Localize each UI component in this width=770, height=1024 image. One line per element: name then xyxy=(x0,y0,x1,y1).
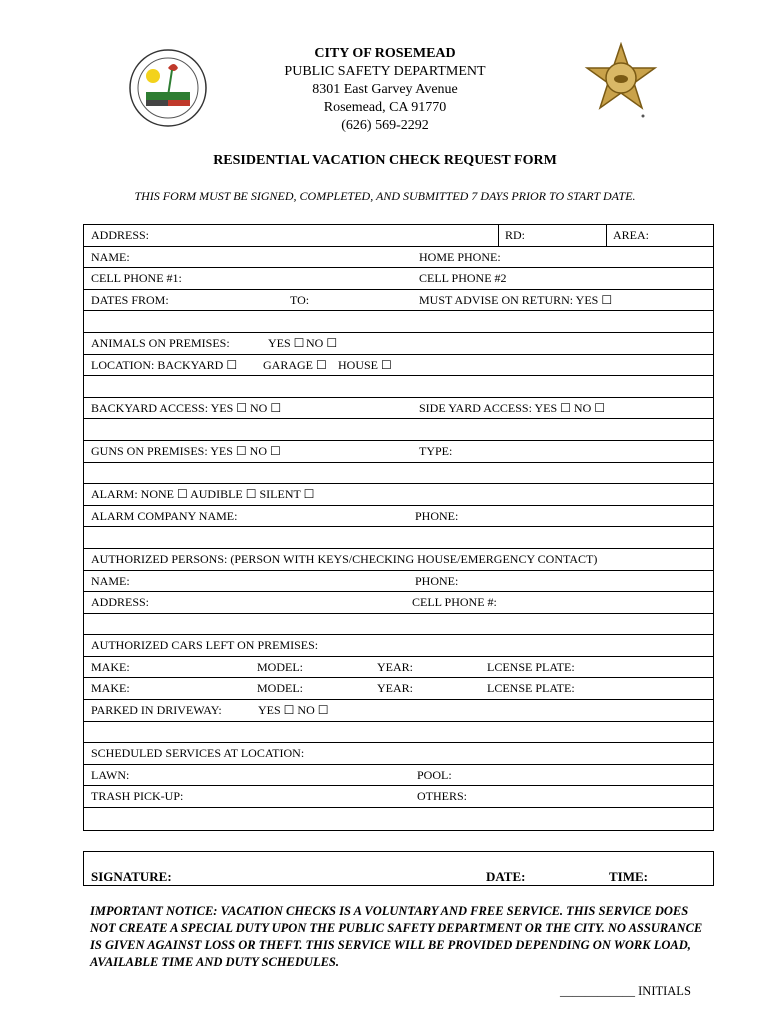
cell-phone-2-label[interactable]: CELL PHONE #2 xyxy=(419,271,507,286)
car1-model-label[interactable]: MODEL: xyxy=(257,659,303,674)
form-row-animals xyxy=(84,333,713,355)
others-label[interactable]: OTHERS: xyxy=(417,789,468,804)
car2-plate-label[interactable]: LCENSE PLATE: xyxy=(487,681,575,696)
dates-from-label[interactable]: DATES FROM: xyxy=(91,292,169,307)
home-phone-label[interactable]: HOME PHONE: xyxy=(419,249,501,264)
form-row-blank xyxy=(84,527,713,549)
request-form-table xyxy=(83,224,714,831)
form-row-name xyxy=(84,247,713,269)
side-yard-access-checkbox[interactable]: SIDE YARD ACCESS: YES ☐ NO ☐ xyxy=(419,400,605,415)
street-address: 8301 East Garvey Avenue xyxy=(312,82,458,97)
form-row-lawn xyxy=(84,765,713,787)
area-label[interactable]: AREA: xyxy=(613,228,649,242)
form-row-auth-address xyxy=(84,592,713,614)
date-field[interactable]: DATE: xyxy=(486,869,526,884)
form-row-blank xyxy=(84,311,713,333)
location-house-checkbox[interactable]: HOUSE ☐ xyxy=(338,357,392,372)
auth-cell-label[interactable]: CELL PHONE #: xyxy=(412,595,497,610)
form-row-blank xyxy=(84,463,713,485)
services-heading: SCHEDULED SERVICES AT LOCATION: xyxy=(91,746,305,761)
address-label[interactable]: ADDRESS: xyxy=(91,228,150,242)
authorized-persons-heading: AUTHORIZED PERSONS: (PERSON WITH KEYS/CHECKING HOUSE/EMERGENCY CONTACT) xyxy=(91,551,598,566)
important-notice: IMPORTANT NOTICE: VACATION CHECKS IS A VOLUNTARY AND FREE SERVICE. THIS SERVICE DOES NOT CREATE A SPECIAL DUTY UPON THE PUBLIC SAFETY DEPARTMENT OR THE CITY. NO ASSURANCE IS GIVEN AGAINST LOSS OR THEFT. THIS SERVICE WILL BE PROVIDED DEPENDING ON WORK LOAD, AVAILABLE TIME AND DUTY SCHEDULES. xyxy=(90,904,703,969)
guns-checkbox[interactable]: GUNS ON PREMISES: YES ☐ NO ☐ xyxy=(91,443,281,458)
form-title: RESIDENTIAL VACATION CHECK REQUEST FORM xyxy=(213,153,557,168)
form-row-dates xyxy=(84,290,713,312)
parked-checkbox[interactable]: YES ☐ NO ☐ xyxy=(258,703,329,718)
auth-address-label[interactable]: ADDRESS: xyxy=(91,595,150,610)
dates-to-label[interactable]: TO: xyxy=(290,292,310,307)
form-row-auth-name xyxy=(84,571,713,593)
form-row-services xyxy=(84,743,713,765)
sheriff-badge-logo xyxy=(583,42,659,122)
must-advise-checkbox[interactable]: MUST ADVISE ON RETURN: YES ☐ xyxy=(419,292,613,307)
animals-no-checkbox[interactable]: NO ☐ xyxy=(306,335,338,350)
form-row-blank xyxy=(84,376,713,398)
animals-label: ANIMALS ON PREMISES: xyxy=(91,335,230,350)
auth-name-label[interactable]: NAME: xyxy=(91,573,130,588)
cars-heading: AUTHORIZED CARS LEFT ON PREMISES: xyxy=(91,638,319,653)
form-row-alarm-company xyxy=(84,506,713,528)
location-backyard-checkbox[interactable]: LOCATION: BACKYARD ☐ xyxy=(91,357,238,372)
form-row-blank xyxy=(84,722,713,744)
car1-plate-label[interactable]: LCENSE PLATE: xyxy=(487,659,575,674)
form-row-blank xyxy=(84,419,713,441)
trash-label[interactable]: TRASH PICK-UP: xyxy=(91,789,184,804)
alarm-checkbox[interactable]: ALARM: NONE ☐ AUDIBLE ☐ SILENT ☐ xyxy=(91,487,315,502)
time-field[interactable]: TIME: xyxy=(609,869,648,884)
gun-type-label[interactable]: TYPE: xyxy=(419,443,453,458)
backyard-access-checkbox[interactable]: BACKYARD ACCESS: YES ☐ NO ☐ xyxy=(91,400,282,415)
form-row-location xyxy=(84,355,713,377)
form-row-parked xyxy=(84,700,713,722)
form-row-guns xyxy=(84,441,713,463)
department-name: PUBLIC SAFETY DEPARTMENT xyxy=(284,64,486,79)
phone-number: (626) 569-2292 xyxy=(341,118,429,133)
city-name: CITY OF ROSEMEAD xyxy=(314,46,456,61)
form-row-blank xyxy=(84,808,713,830)
form-row-cars xyxy=(84,635,713,657)
car2-year-label[interactable]: YEAR: xyxy=(377,681,413,696)
lawn-label[interactable]: LAWN: xyxy=(91,767,130,782)
form-row-blank xyxy=(84,614,713,636)
form-row-car-1 xyxy=(84,657,713,679)
car1-make-label[interactable]: MAKE: xyxy=(91,659,130,674)
cell-phone-1-label[interactable]: CELL PHONE #1: xyxy=(91,271,182,286)
animals-yes-checkbox[interactable]: YES ☐ xyxy=(268,335,305,350)
form-row-alarm xyxy=(84,484,713,506)
car2-model-label[interactable]: MODEL: xyxy=(257,681,303,696)
form-instructions: THIS FORM MUST BE SIGNED, COMPLETED, AND SUBMITTED 7 DAYS PRIOR TO START DATE. xyxy=(134,189,636,203)
rd-label[interactable]: RD: xyxy=(505,228,526,242)
form-row-car-2 xyxy=(84,678,713,700)
form-row-trash xyxy=(84,786,713,808)
initials-field[interactable]: ____________ INITIALS xyxy=(560,984,691,998)
form-row-cell xyxy=(84,268,713,290)
parked-label: PARKED IN DRIVEWAY: xyxy=(91,703,222,718)
auth-phone-label[interactable]: PHONE: xyxy=(415,573,459,588)
signature-box xyxy=(83,851,714,886)
signature-field[interactable]: SIGNATURE: xyxy=(91,869,172,884)
alarm-phone-label[interactable]: PHONE: xyxy=(415,508,459,523)
form-row-address xyxy=(84,225,713,247)
form-row-authorized xyxy=(84,549,713,571)
pool-label[interactable]: POOL: xyxy=(417,767,452,782)
location-garage-checkbox[interactable]: GARAGE ☐ xyxy=(263,357,327,372)
alarm-company-label[interactable]: ALARM COMPANY NAME: xyxy=(91,508,238,523)
city-state-zip: Rosemead, CA 91770 xyxy=(323,100,447,115)
car2-make-label[interactable]: MAKE: xyxy=(91,681,130,696)
form-row-access xyxy=(84,398,713,420)
car1-year-label[interactable]: YEAR: xyxy=(377,659,413,674)
name-label[interactable]: NAME: xyxy=(91,249,130,264)
